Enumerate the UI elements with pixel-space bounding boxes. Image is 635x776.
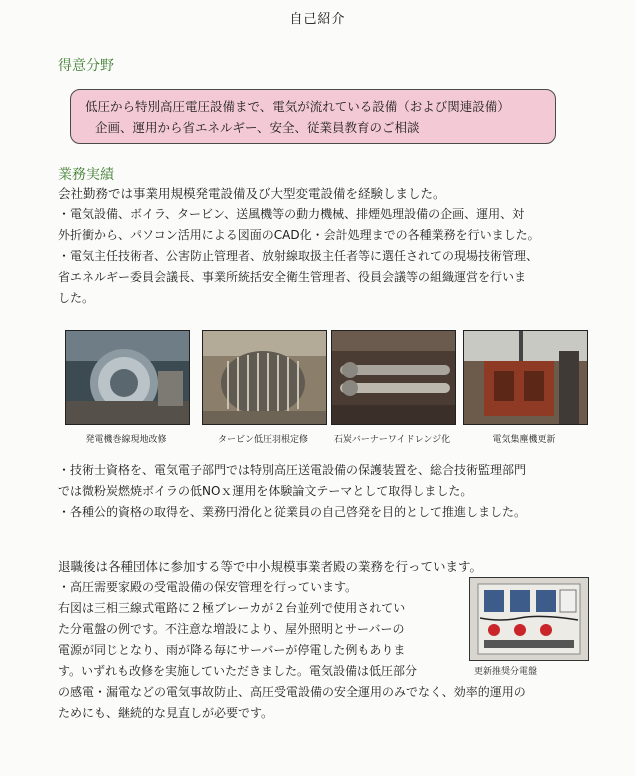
specialty-line: 企画、運用から省エネルギー、安全、従業員教育のご相談 — [95, 120, 420, 135]
specialty-box — [70, 89, 556, 144]
photo-caption: 発電機巻線現地改修 — [85, 435, 167, 445]
retirement-line: 電源が同じとなり、雨が降る毎にサーバーが停電した例もありま — [58, 643, 406, 657]
qualification-line: ・技術士資格を、電気電子部門では特別高圧送電設備の保護装置を、総合技術監理部門 — [58, 463, 527, 477]
page-title: 自己紹介 — [289, 12, 346, 27]
specialty-line: 低圧から特別高圧電圧設備まで、電気が流れている設備（および関連設備） — [85, 99, 510, 114]
retirement-line: ためにも、継続的な見直しが必要です。 — [58, 706, 274, 720]
photo-caption: 電気集塵機更新 — [492, 435, 556, 445]
retirement-line: 右図は三相三線式電路に２極ブレーカが２台並列で使用されてい — [58, 601, 406, 615]
achievements-line: 外折衝から、パソコン活用による図面のCAD化・会計処理までの各種業務を行いました。 — [58, 228, 540, 242]
qualification-line: では微粉炭燃焼ボイラの低NOｘ運用を体験論文テーマとして取得しました。 — [58, 484, 473, 498]
generator-photo — [65, 330, 190, 425]
turbine-photo — [202, 330, 327, 425]
retirement-line: す。いずれも改修を実施していただきました。電気設備は低圧部分 — [58, 664, 418, 678]
photo-caption: 石炭バーナーワイドレンジ化 — [333, 435, 451, 445]
retirement-line: の感電・漏電などの電気事故防止、高圧受電設備の安全運用のみでなく、効率的運用の — [58, 685, 526, 699]
photo-caption: タービン低圧羽根定修 — [217, 435, 308, 445]
distribution-panel-caption: 更新推奨分電盤 — [474, 667, 538, 677]
retirement-line: た分電盤の例です。不注意な増設により、屋外照明とサーバーの — [58, 622, 405, 636]
retirement-text — [58, 577, 526, 724]
achievements-text — [58, 183, 540, 309]
achievements-line: ・電気設備、ボイラ、タービン、送風機等の動力機械、排煙処理設備の企画、運用、対 — [58, 207, 525, 221]
qualification-line: ・各種公的資格の取得を、業務円滑化と従業員の自己啓発を目的として推進しました。 — [58, 505, 527, 519]
retirement-line: ・高圧需要家殿の受電設備の保安管理を行っています。 — [58, 580, 358, 594]
achievements-line: 会社勤務では事業用規模発電設備及び大型変電設備を経験しました。 — [58, 186, 446, 201]
specialty-heading: 得意分野 — [58, 58, 114, 74]
retirement-heading: 退職後は各種団体に参加する等で中小規模事業者殿の業務を行っています。 — [58, 559, 483, 574]
distribution-panel-photo — [469, 577, 589, 661]
achievements-line: ・電気主任技術者、公害防止管理者、放射線取扱主任者等に選任されての現場技術管理、 — [58, 249, 539, 263]
achievements-line: した。 — [58, 291, 95, 305]
qualifications-text — [58, 460, 526, 523]
achievements-heading: 業務実績 — [58, 167, 114, 183]
achievements-line: 省エネルギー委員会議長、事業所統括安全衛生管理者、役員会議等の組織運営を行いま — [58, 270, 527, 284]
burner-photo — [331, 330, 456, 425]
precipitator-photo — [463, 330, 588, 425]
